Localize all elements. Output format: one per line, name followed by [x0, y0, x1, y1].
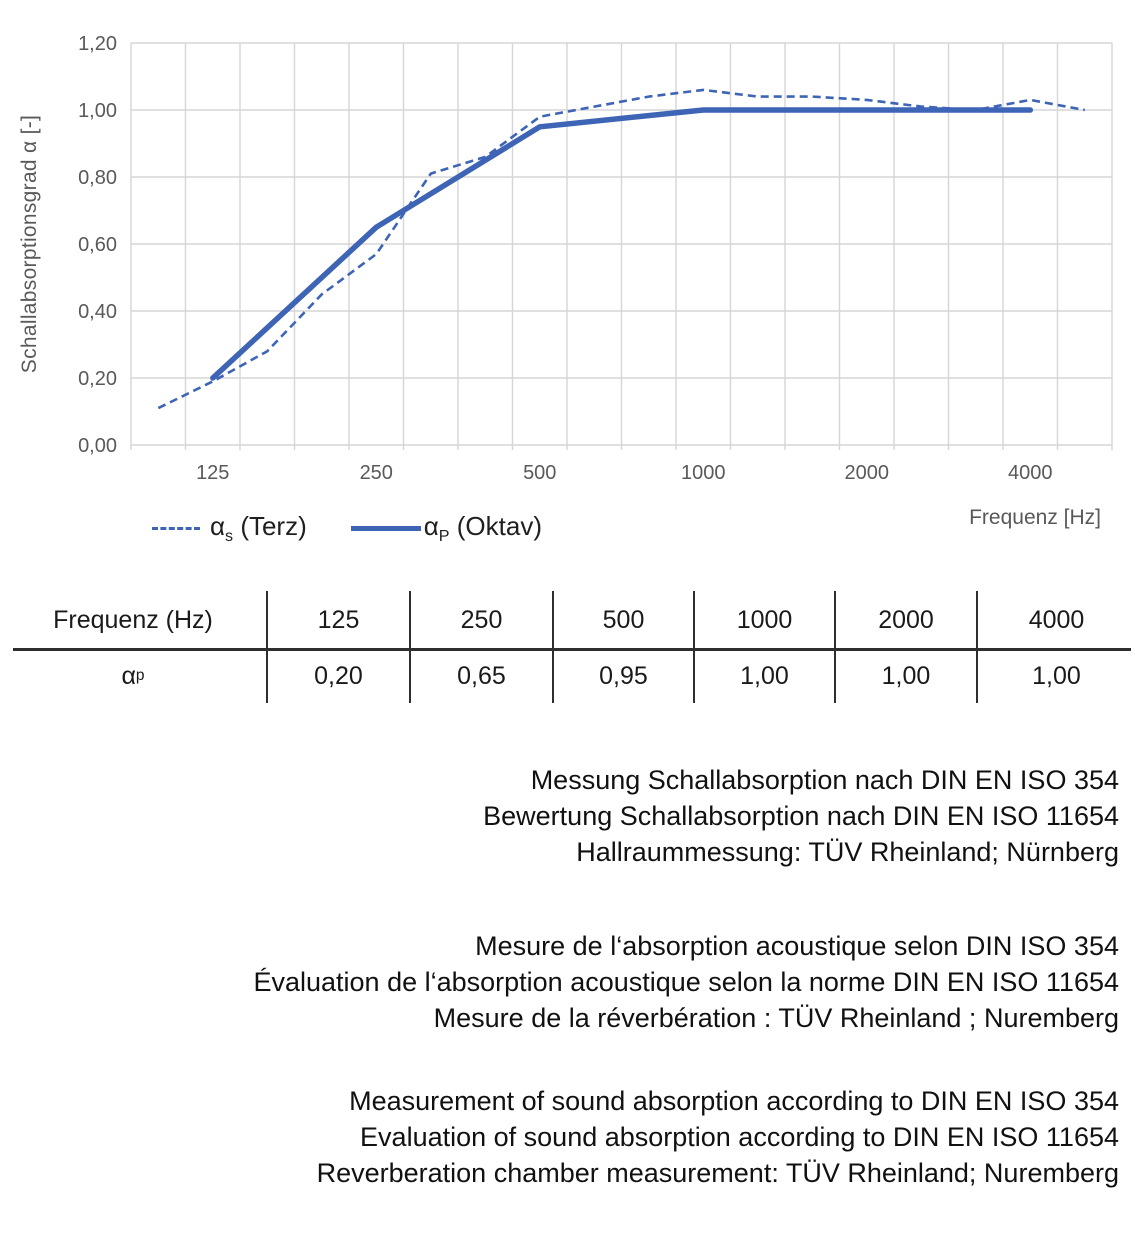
x-tick-label: 250 — [359, 462, 393, 484]
legend-subscript: s — [225, 527, 234, 546]
table-header-cell: 1000 — [693, 591, 834, 649]
absorption-chart — [0, 0, 1135, 560]
note-line: Bewertung Schallabsorption nach DIN EN ISO 11654 — [483, 801, 1119, 831]
absorption-table — [0, 591, 1135, 703]
x-tick-label: 2000 — [844, 462, 889, 484]
y-axis-title: Schallabsorptionsgrad α [-] — [18, 114, 41, 374]
notes-french — [0, 928, 1135, 1036]
notes-german — [0, 762, 1135, 870]
table-value-cell: 1,00 — [693, 649, 834, 703]
table-divider-line — [13, 648, 1131, 651]
table-header-cell: 500 — [552, 591, 693, 649]
solid-line-icon — [351, 526, 421, 531]
legend-label-oktav — [424, 511, 542, 546]
x-axis-title: Frequenz [Hz] — [969, 506, 1101, 529]
table-value-cell: 0,20 — [266, 649, 409, 703]
note-line: Evaluation of sound absorption according to DIN EN ISO 11654 — [360, 1122, 1119, 1152]
x-tick-label: 125 — [196, 462, 230, 484]
table-header-cell: 250 — [409, 591, 552, 649]
note-line: Mesure de l‘absorption acoustique selon DIN ISO 354 — [475, 931, 1119, 961]
table-value-cell: 1,00 — [976, 649, 1135, 703]
table-value-cell: 0,95 — [552, 649, 693, 703]
y-tick-label: 0,60 — [78, 234, 117, 256]
alpha-symbol: α — [121, 661, 136, 690]
y-tick-label: 0,80 — [78, 167, 117, 189]
table-header-frequency: Frequenz (Hz) — [53, 605, 213, 634]
note-line: Reverberation chamber measurement: TÜV Rheinland; Nuremberg — [316, 1158, 1119, 1188]
chart-legend — [152, 511, 542, 546]
legend-symbol: α — [423, 511, 439, 541]
table-value-cell: 0,65 — [409, 649, 552, 703]
note-line: Évaluation de l‘absorption acoustique selon la norme DIN EN ISO 11654 — [253, 967, 1119, 997]
legend-text: (Oktav) — [449, 511, 542, 541]
legend-item-terz — [152, 511, 307, 546]
x-tick-label: 500 — [523, 462, 557, 484]
alpha-subscript: p — [135, 667, 145, 684]
table-header-cell: 125 — [266, 591, 409, 649]
y-tick-label: 0,20 — [78, 368, 117, 390]
table-header-cell: 4000 — [976, 591, 1135, 649]
notes-english — [0, 1083, 1135, 1191]
y-tick-label: 0,40 — [78, 301, 117, 323]
y-tick-label: 1,20 — [78, 33, 117, 55]
note-line: Measurement of sound absorption according to DIN EN ISO 354 — [349, 1086, 1119, 1116]
y-tick-label: 0,00 — [78, 435, 117, 457]
legend-item-oktav — [351, 511, 542, 546]
legend-label-terz — [210, 511, 307, 546]
table-header-cell: 2000 — [834, 591, 976, 649]
legend-subscript: P — [438, 527, 450, 546]
note-line: Hallraummessung: TÜV Rheinland; Nürnberg — [576, 837, 1119, 867]
note-line: Mesure de la réverbération : TÜV Rheinland ; Nuremberg — [433, 1003, 1119, 1033]
legend-symbol: α — [210, 511, 226, 541]
x-tick-label: 4000 — [1008, 462, 1053, 484]
x-tick-label: 1000 — [681, 462, 726, 484]
note-line: Messung Schallabsorption nach DIN EN ISO 354 — [530, 765, 1119, 795]
y-tick-label: 1,00 — [78, 100, 117, 122]
chart-canvas — [0, 0, 1135, 560]
table-row-label-alpha-p — [0, 649, 266, 703]
table-value-cell: 1,00 — [834, 649, 976, 703]
dashed-line-icon — [152, 527, 200, 530]
legend-text: (Terz) — [233, 511, 307, 541]
